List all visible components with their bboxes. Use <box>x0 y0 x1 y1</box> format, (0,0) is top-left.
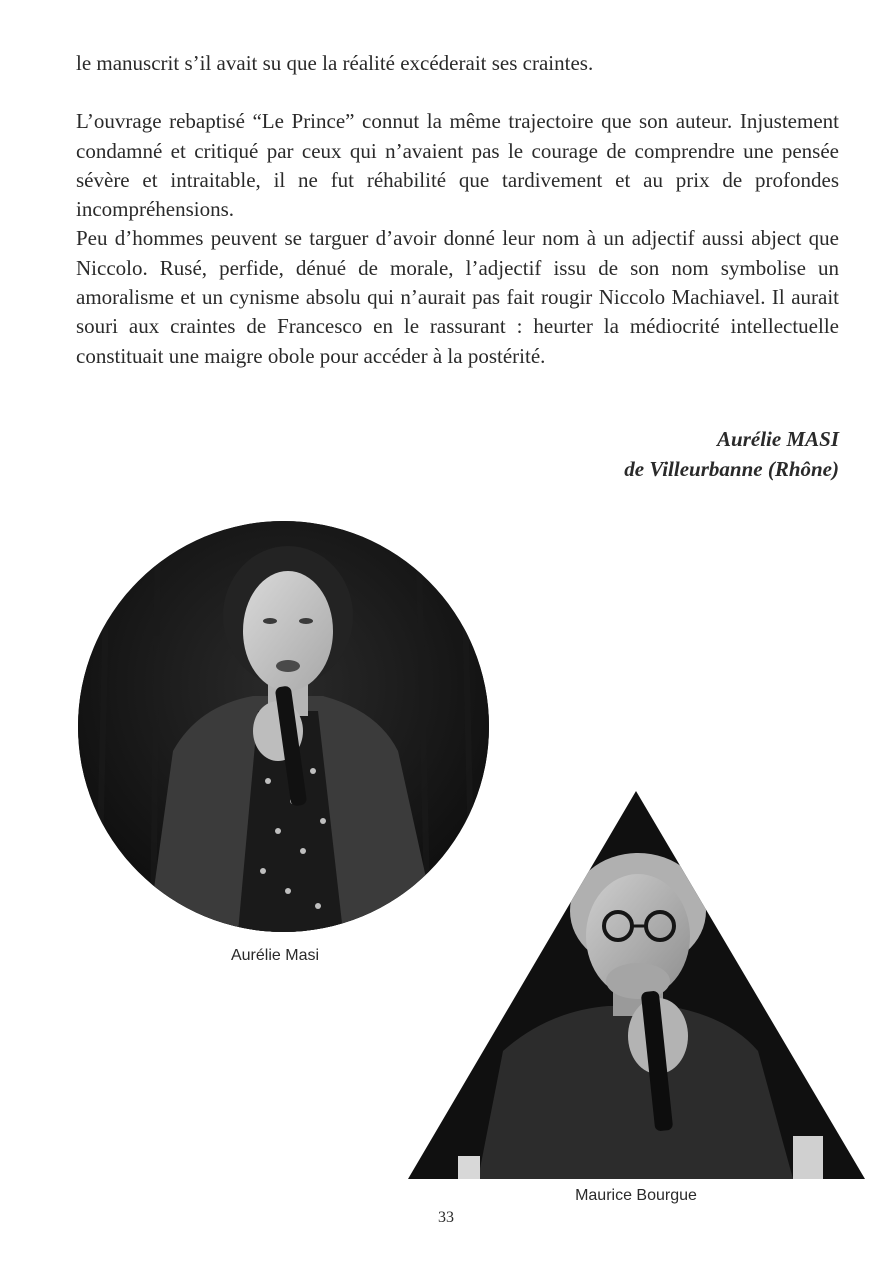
paragraph-2: L’ouvrage rebaptisé “Le Prince” connut la même trajectoire que son auteur. Injustement condamné et critiqué par ceux qui n’avaient pas le courage de comprendre une pensée sévère et intraitable, il ne fut réhabilité que tardivement et au prix de profondes incompréhensions. <box>76 109 839 222</box>
paragraph-spacer <box>76 78 839 107</box>
author-location: de Villeurbanne (Rhône) <box>624 457 839 481</box>
page-number: 33 <box>438 1209 454 1226</box>
author-name: Aurélie MASI <box>717 427 839 451</box>
paragraph-1: le manuscrit s’il avait su que la réalité excéderait ses craintes. <box>76 51 594 75</box>
photo-caption-first: Aurélie Masi <box>230 947 320 964</box>
photo-caption-second: Maurice Bourgue <box>575 1187 697 1204</box>
portrait-photo-triangle <box>408 791 865 1179</box>
man-speaker-photo <box>408 791 865 1179</box>
paragraph-3: Peu d’hommes peuvent se targuer d’avoir donné leur nom à un adjectif aussi abject que Niccolo. Rusé, perfide, dénué de morale, l’adjectif issu de son nom symbolise un amoralisme et un cynisme absolu qui n’aurait pas fait rougir Niccolo Machiavel. Il aurait souri aux craintes de Francesco en le rassurant : heurter la médiocrité intellectuelle constituait une maigre obole pour accéder à la postérité. <box>76 226 839 368</box>
author-signature <box>624 424 839 484</box>
article-body <box>76 49 839 371</box>
